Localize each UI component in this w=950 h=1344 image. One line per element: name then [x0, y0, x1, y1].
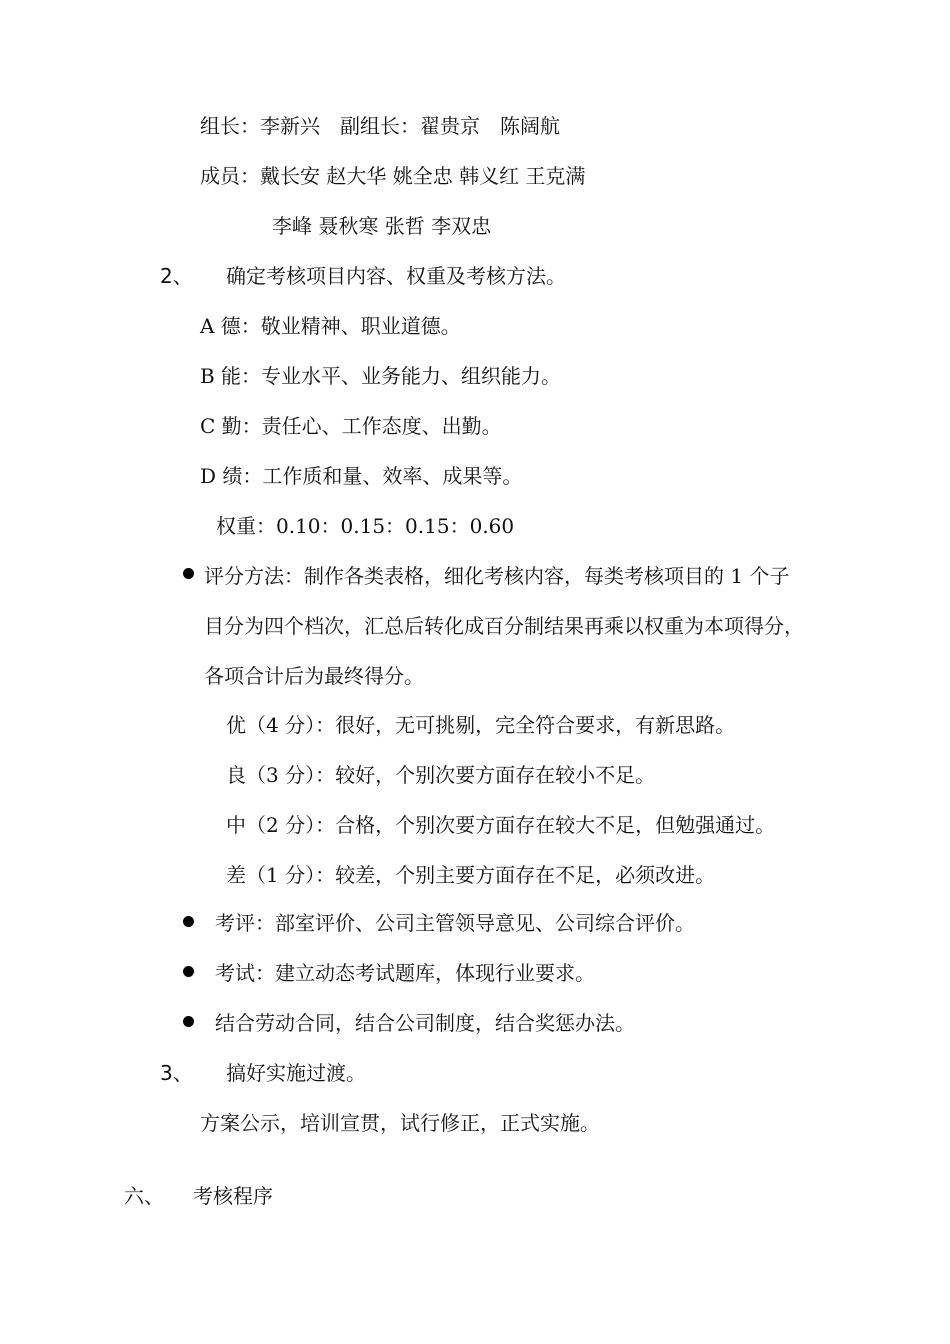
bullet-item: 考评：部室评价、公司主管领导意见、公司综合评价。 [215, 911, 695, 935]
section-3-number: 3、 [160, 1061, 193, 1085]
team-leader-line: 组长：李新兴 副组长：翟贵京 陈阔航 [200, 114, 560, 138]
section-6-number: 六、 [124, 1184, 164, 1208]
team-members-line-2: 李峰 聂秋寒 张哲 李双忠 [272, 214, 492, 238]
section-3-body: 方案公示，培训宣贯，试行修正，正式实施。 [200, 1111, 600, 1135]
grade-item: 良（3 分）：较好，个别次要方面存在较小不足。 [226, 763, 656, 787]
section-2-number: 2、 [160, 264, 193, 288]
criteria-item: C 勤：责任心、工作态度、出勤。 [200, 414, 502, 438]
section-3-title: 搞好实施过渡。 [226, 1061, 366, 1085]
weights-line: 权重：0.10：0.15：0.15：0.60 [216, 514, 515, 538]
bullet-item: 结合劳动合同，结合公司制度，结合奖惩办法。 [215, 1011, 635, 1035]
scoring-method-line-2: 目分为四个档次，汇总后转化成百分制结果再乘以权重为本项得分， [204, 614, 804, 638]
team-members-line-1: 成员：戴长安 赵大华 姚全忠 韩义红 王克满 [200, 164, 586, 188]
criteria-item: B 能：专业水平、业务能力、组织能力。 [200, 364, 562, 388]
grade-item: 优（4 分）：很好，无可挑剔，完全符合要求，有新思路。 [226, 713, 736, 737]
criteria-item: D 绩：工作质和量、效率、成果等。 [200, 464, 523, 488]
grade-item: 中（2 分）：合格，个别次要方面存在较大不足，但勉强通过。 [226, 813, 776, 837]
criteria-item: A 德：敬业精神、职业道德。 [200, 314, 461, 338]
bullet-icon [183, 568, 194, 579]
bullet-item: 考试：建立动态考试题库，体现行业要求。 [215, 961, 595, 985]
bullet-icon [183, 966, 194, 977]
bullet-icon [183, 916, 194, 927]
section-2-title: 确定考核项目内容、权重及考核方法。 [226, 264, 566, 288]
scoring-method-line-1: 评分方法：制作各类表格，细化考核内容，每类考核项目的 1 个子 [204, 564, 790, 588]
section-6-title: 考核程序 [193, 1184, 273, 1208]
grade-item: 差（1 分）：较差，个别主要方面存在不足，必须改进。 [226, 863, 716, 887]
bullet-icon [183, 1016, 194, 1027]
scoring-method-line-3: 各项合计后为最终得分。 [204, 664, 424, 688]
